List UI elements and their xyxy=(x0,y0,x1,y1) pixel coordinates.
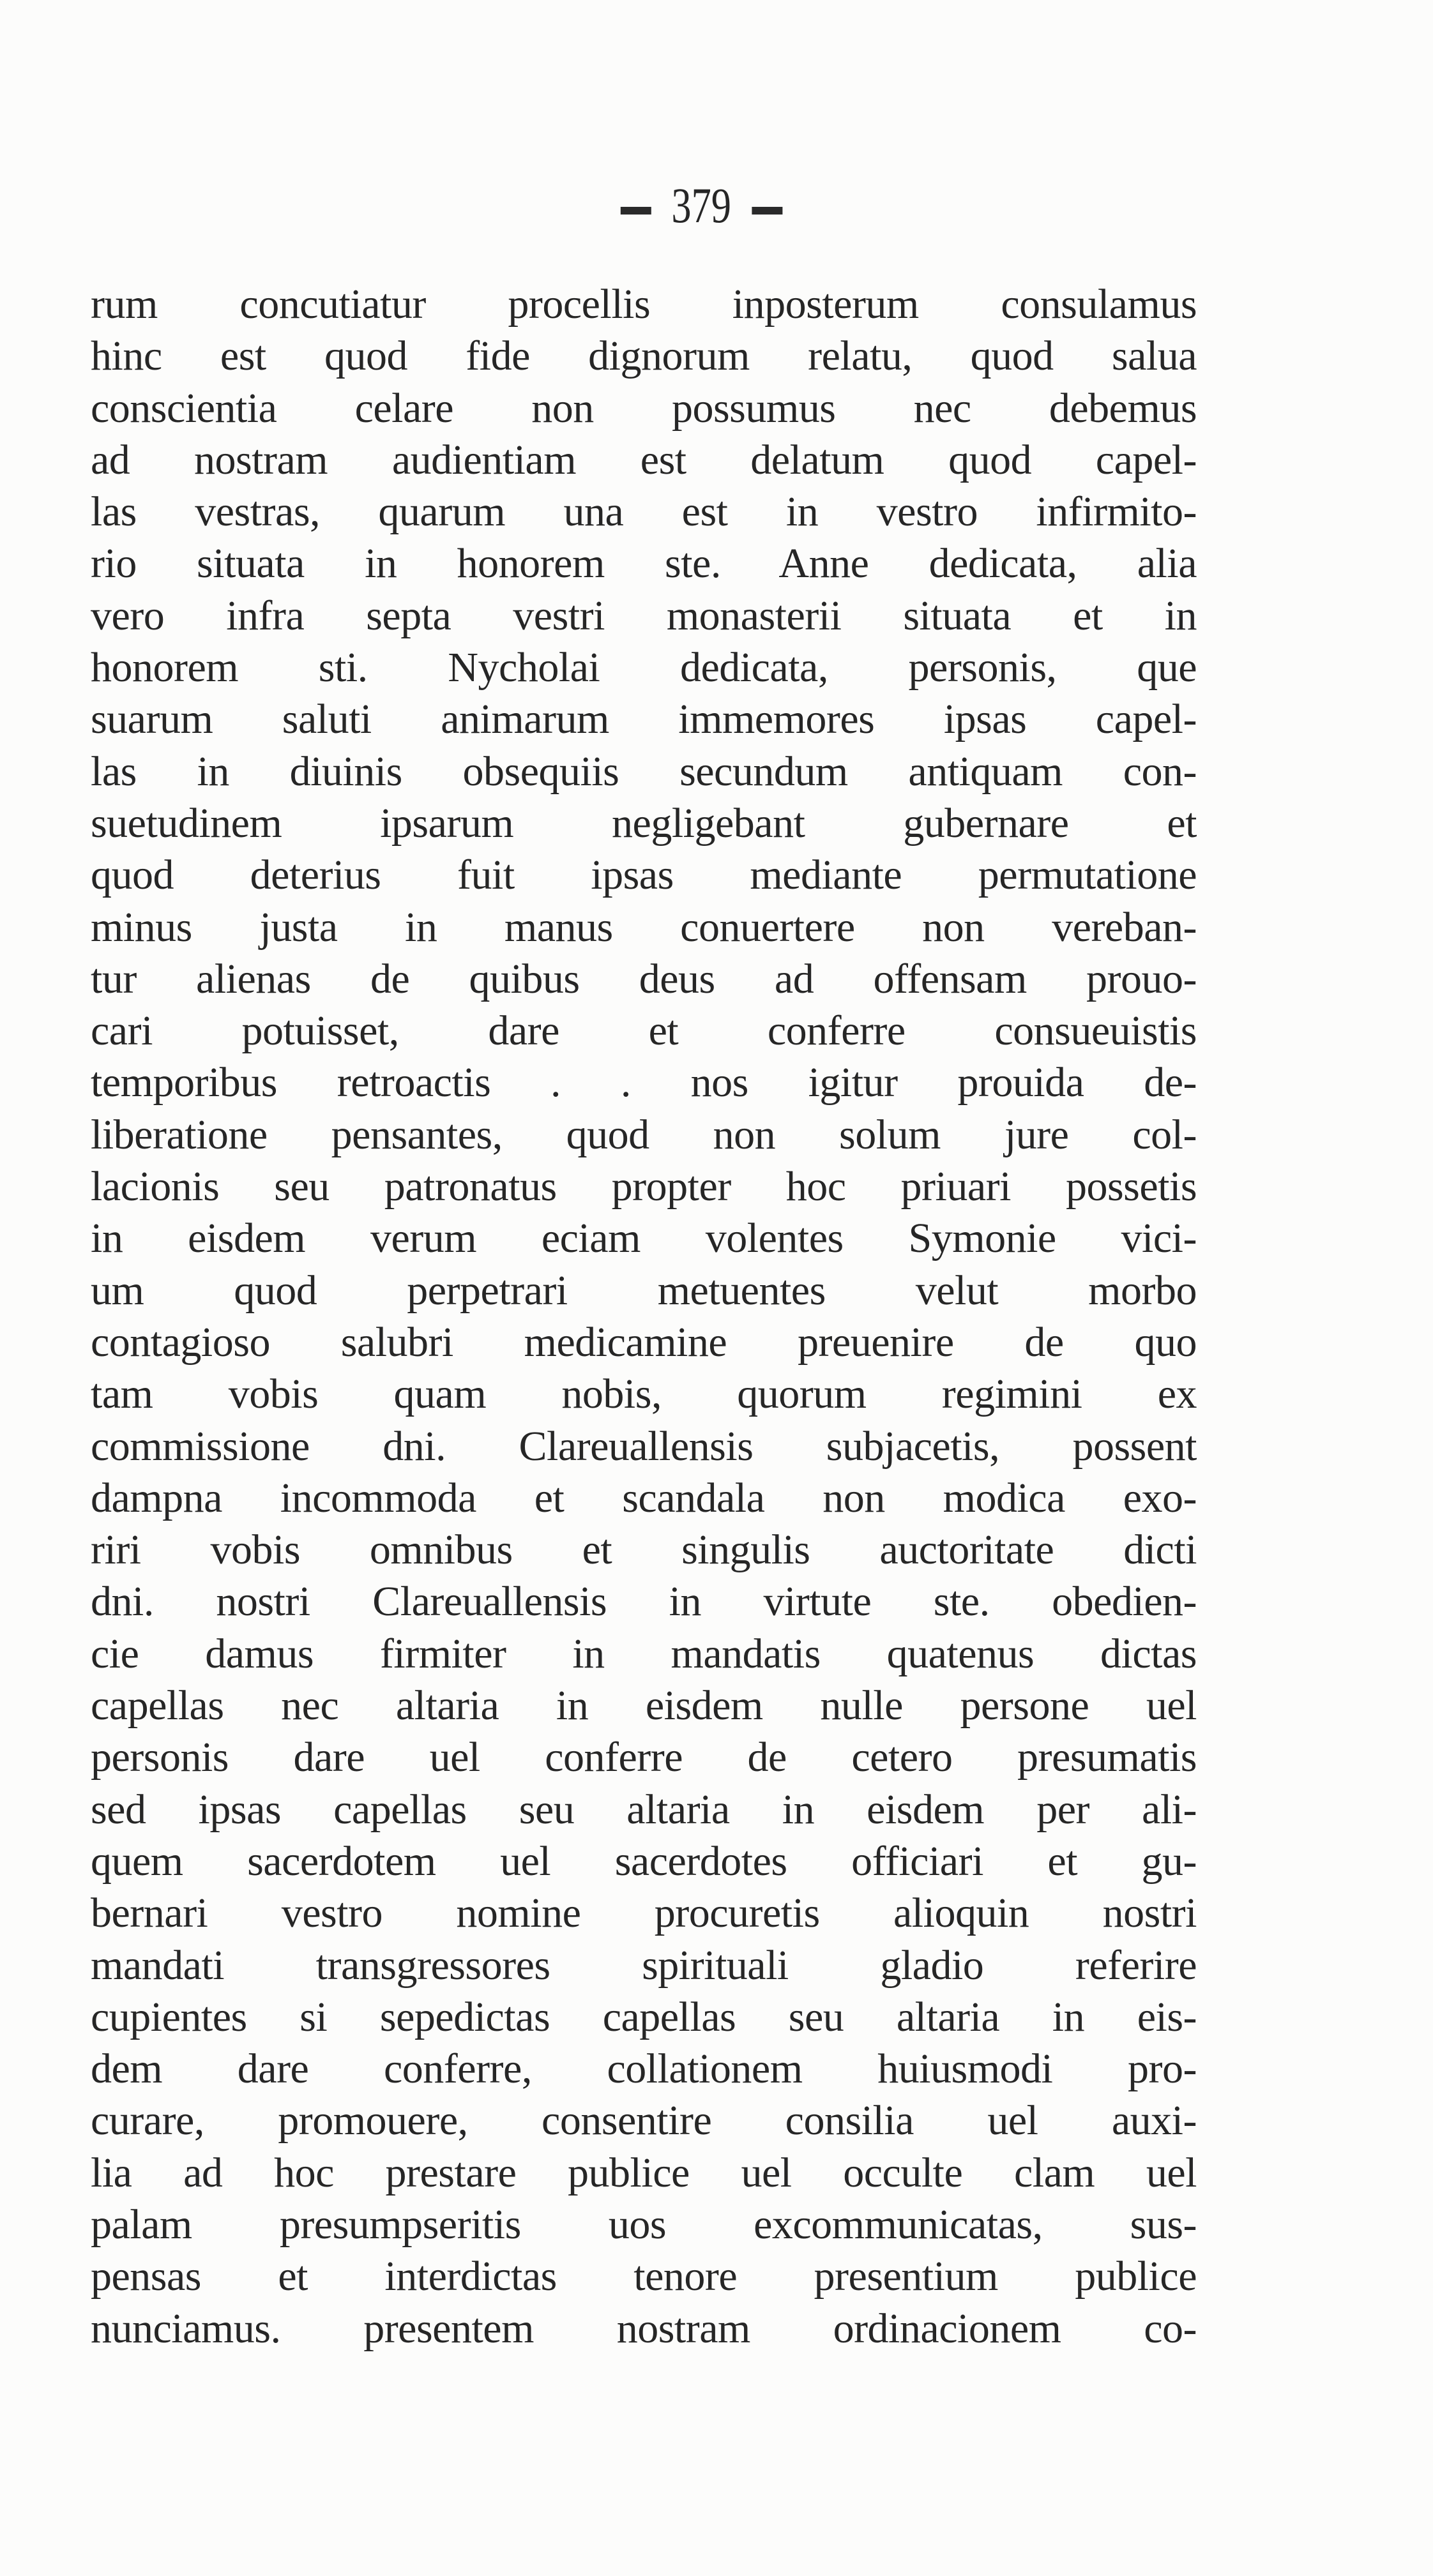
text-line: suarum saluti animarum immemores ipsas capel- xyxy=(91,696,1197,743)
text-line: dem dare conferre, collationem huiusmodi pro- xyxy=(91,2045,1197,2093)
text-line: rio situata in honorem ste. Anne dedicata, alia xyxy=(91,540,1197,587)
dash-right xyxy=(752,207,782,215)
text-line: tur alienas de quibus deus ad offensam prouo- xyxy=(91,955,1197,1002)
text-line: cupientes si sepedictas capellas seu altaria in eis- xyxy=(91,1993,1197,2040)
text-line: rum concutiatur procellis inposterum consulamus xyxy=(91,281,1197,328)
text-line: tam vobis quam nobis, quorum regimini ex xyxy=(91,1371,1197,1418)
page-number xyxy=(128,167,1275,244)
text-line: curare, promouere, consentire consilia uel auxi- xyxy=(91,2097,1197,2144)
text-line: temporibus retroactis . . nos igitur prouida de- xyxy=(91,1059,1197,1106)
text-line: riri vobis omnibus et singulis auctoritate dicti xyxy=(91,1526,1197,1574)
text-line: lia ad hoc prestare publice uel occulte clam uel xyxy=(91,2149,1197,2196)
text-line: lacionis seu patronatus propter hoc priuari possetis xyxy=(91,1163,1197,1210)
text-line: dni. nostri Clareuallensis in virtute ste. obedien- xyxy=(91,1578,1197,1625)
text-line: commissione dni. Clareuallensis subjacetis, possent xyxy=(91,1422,1197,1470)
text-line: las in diuinis obsequiis secundum antiquam con- xyxy=(91,748,1197,795)
text-line: mandati transgressores spirituali gladio referire xyxy=(91,1941,1197,1989)
text-line: conscientia celare non possumus nec debemus xyxy=(91,384,1197,432)
dash-left xyxy=(620,207,651,215)
text-line: ad nostram audientiam est delatum quod capel- xyxy=(91,436,1197,483)
text-line: nunciamus. presentem nostram ordinacionem co- xyxy=(91,2305,1197,2352)
text-line: quem sacerdotem uel sacerdotes officiari et gu- xyxy=(91,1837,1197,1885)
text-line: minus justa in manus conuertere non vereban- xyxy=(91,903,1197,951)
text-line: hinc est quod fide dignorum relatu, quod salua xyxy=(91,333,1197,380)
text-line: las vestras, quarum una est in vestro infirmito- xyxy=(91,488,1197,536)
text-line: vero infra septa vestri monasterii situata et in xyxy=(91,592,1197,639)
text-line: cari potuisset, dare et conferre consueuistis xyxy=(91,1007,1197,1055)
text-line: palam presumpseritis uos excommunicatas, sus- xyxy=(91,2201,1197,2248)
text-line: sed ipsas capellas seu altaria in eisdem per ali- xyxy=(91,1786,1197,1833)
text-line: um quod perpetrari metuentes velut morbo xyxy=(91,1267,1197,1314)
text-line: bernari vestro nomine procuretis alioquin nostri xyxy=(91,1890,1197,1937)
page-number-text: 379 xyxy=(671,177,731,233)
text-line: quod deterius fuit ipsas mediante permutatione xyxy=(91,852,1197,899)
text-line: liberatione pensantes, quod non solum jure col- xyxy=(91,1111,1197,1158)
text-line: contagioso salubri medicamine preuenire de quo xyxy=(91,1318,1197,1366)
text-line: pensas et interdictas tenore presentium publice xyxy=(91,2253,1197,2300)
text-line: in eisdem verum eciam volentes Symonie vici- xyxy=(91,1215,1197,1262)
text-line: dampna incommoda et scandala non modica exo- xyxy=(91,1474,1197,1521)
text-line: suetudinem ipsarum negligebant gubernare et xyxy=(91,799,1197,847)
body-text xyxy=(91,278,1197,2354)
text-line: personis dare uel conferre de cetero presumatis xyxy=(91,1734,1197,1781)
text-line: cie damus firmiter in mandatis quatenus dictas xyxy=(91,1630,1197,1677)
text-line: honorem sti. Nycholai dedicata, personis, que xyxy=(91,644,1197,691)
text-line: capellas nec altaria in eisdem nulle persone uel xyxy=(91,1682,1197,1729)
